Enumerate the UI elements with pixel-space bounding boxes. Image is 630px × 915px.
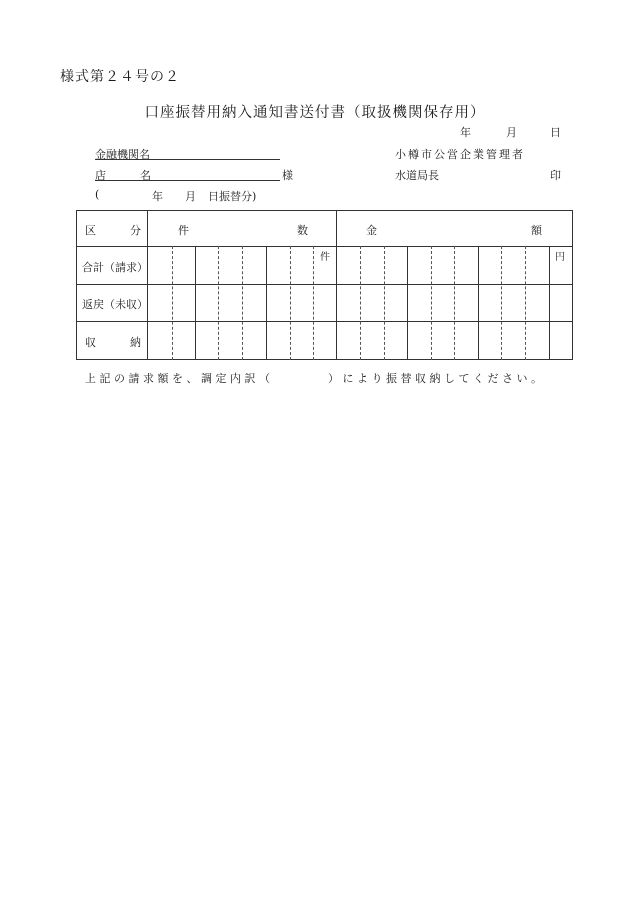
- date-month-label: 月: [506, 126, 517, 139]
- digit-divider: [431, 246, 432, 360]
- date-day-label: 日: [550, 126, 561, 139]
- header-category-a: 区: [85, 224, 96, 237]
- document-title: 口座振替用納入通知書送付書（取扱機関保存用）: [144, 105, 486, 121]
- branch-label-a: 店: [95, 169, 106, 182]
- honorific-sama: 様: [282, 169, 293, 182]
- table-divider-row2: [76, 321, 573, 322]
- period-suffix: 日振替分): [208, 190, 257, 203]
- header-category-b: 分: [130, 224, 141, 237]
- digit-divider: [384, 246, 385, 360]
- table-divider-row1: [76, 284, 573, 285]
- footer-note-after: ）により振替収納してください。: [328, 372, 546, 385]
- form-number: 様式第２４号の２: [60, 69, 180, 85]
- table-divider-category: [147, 210, 148, 360]
- footer-note-before: 上記の請求額を、調定内訳（: [85, 372, 274, 385]
- branch-label-b: 名: [140, 169, 151, 182]
- digit-group-divider: [407, 246, 408, 360]
- digit-group-divider: [266, 246, 267, 360]
- header-count-b: 数: [297, 224, 308, 237]
- row-label-total: 合計（請求）: [82, 261, 148, 274]
- digit-divider: [218, 246, 219, 360]
- digit-divider: [242, 246, 243, 360]
- seal-mark: 印: [550, 169, 561, 182]
- digit-group-divider: [549, 246, 550, 360]
- amount-unit-label: 円: [555, 252, 565, 263]
- bank-name-underline: [95, 159, 280, 160]
- table-divider-header: [76, 246, 573, 247]
- count-unit-label: 件: [320, 252, 330, 263]
- row-label-returned: 返戻（未収）: [82, 298, 148, 311]
- digit-divider: [525, 246, 526, 360]
- header-count-a: 件: [178, 224, 189, 237]
- branch-name-underline: [95, 180, 280, 181]
- digit-divider: [172, 246, 173, 360]
- digit-divider: [290, 246, 291, 360]
- issuer-line2: 水道局長: [395, 169, 439, 182]
- summary-table: [76, 210, 573, 360]
- date-year-label: 年: [460, 126, 471, 139]
- digit-divider: [501, 246, 502, 360]
- header-amount-b: 額: [531, 224, 542, 237]
- row-label-received-b: 納: [130, 336, 141, 349]
- period-month-label: 月: [185, 190, 196, 203]
- digit-group-divider: [478, 246, 479, 360]
- issuer-line1: 小樽市公営企業管理者: [395, 148, 525, 161]
- digit-divider: [360, 246, 361, 360]
- row-label-received-a: 収: [85, 336, 96, 349]
- digit-group-divider: [195, 246, 196, 360]
- digit-divider: [454, 246, 455, 360]
- period-open-paren: (: [95, 188, 100, 201]
- table-divider-count-amount: [336, 210, 337, 360]
- period-year-label: 年: [152, 190, 163, 203]
- bank-name-label: 金融機関名: [95, 148, 150, 161]
- header-amount-a: 金: [366, 224, 377, 237]
- digit-divider: [313, 246, 314, 360]
